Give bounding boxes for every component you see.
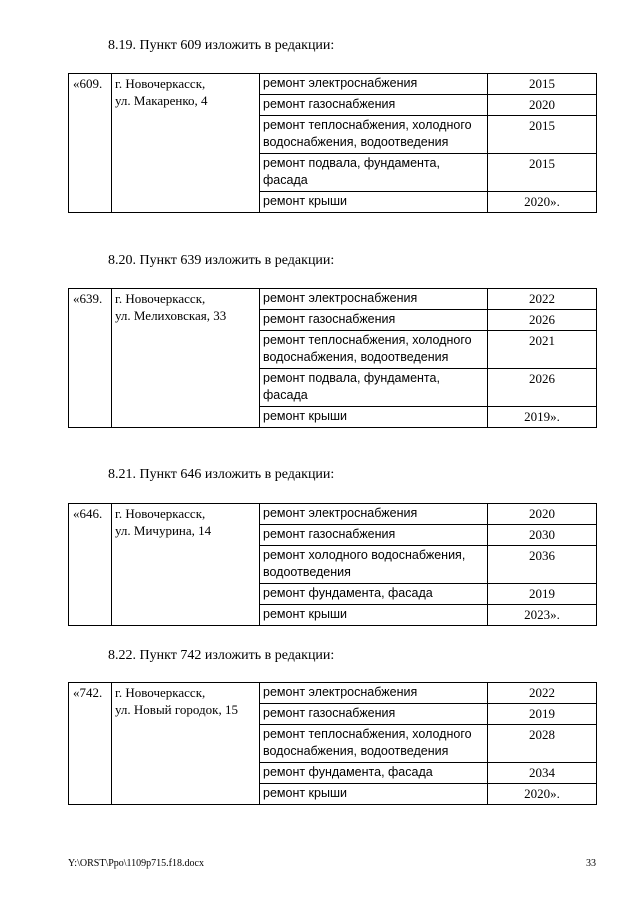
work-year: 2020». bbox=[488, 192, 597, 213]
work-type: ремонт крыши bbox=[260, 192, 488, 213]
work-year: 2015 bbox=[488, 74, 597, 95]
work-type: ремонт крыши bbox=[260, 784, 488, 805]
work-year: 2030 bbox=[488, 525, 597, 546]
section-heading: 8.19. Пункт 609 изложить в редакции: bbox=[108, 38, 335, 53]
address-cell bbox=[112, 504, 260, 626]
work-type: ремонт электроснабжения bbox=[260, 504, 488, 525]
work-year: 2020 bbox=[488, 95, 597, 116]
item-number: «639. bbox=[69, 289, 112, 428]
work-type: ремонт подвала, фундамента, фасада bbox=[260, 154, 488, 192]
work-type: ремонт газоснабжения bbox=[260, 310, 488, 331]
work-type: ремонт холодного водоснабжения, водоотведения bbox=[260, 546, 488, 584]
item-number: «646. bbox=[69, 504, 112, 626]
work-year: 2015 bbox=[488, 154, 597, 192]
work-year: 2034 bbox=[488, 763, 597, 784]
work-type: ремонт электроснабжения bbox=[260, 74, 488, 95]
work-year: 2019 bbox=[488, 584, 597, 605]
work-year: 2036 bbox=[488, 546, 597, 584]
work-year: 2021 bbox=[488, 331, 597, 369]
work-year: 2022 bbox=[488, 683, 597, 704]
work-year: 2020». bbox=[488, 784, 597, 805]
repair-table bbox=[68, 503, 597, 626]
address-city: г. Новочеркасск, bbox=[115, 685, 206, 700]
work-type: ремонт крыши bbox=[260, 407, 488, 428]
work-type: ремонт крыши bbox=[260, 605, 488, 626]
work-type: ремонт фундамента, фасада bbox=[260, 584, 488, 605]
work-type: ремонт газоснабжения bbox=[260, 704, 488, 725]
work-type: ремонт теплоснабжения, холодного водоснабжения, водоотведения bbox=[260, 331, 488, 369]
repair-table bbox=[68, 682, 597, 805]
address-street: ул. Макаренко, 4 bbox=[115, 93, 208, 108]
item-number: «609. bbox=[69, 74, 112, 213]
address-city: г. Новочеркасск, bbox=[115, 506, 206, 521]
address-cell bbox=[112, 289, 260, 428]
work-year: 2019 bbox=[488, 704, 597, 725]
work-year: 2026 bbox=[488, 310, 597, 331]
work-type: ремонт фундамента, фасада bbox=[260, 763, 488, 784]
repair-table bbox=[68, 288, 597, 428]
work-year: 2020 bbox=[488, 504, 597, 525]
page-number: 33 bbox=[586, 858, 596, 869]
work-type: ремонт электроснабжения bbox=[260, 289, 488, 310]
work-type: ремонт теплоснабжения, холодного водоснабжения, водоотведения bbox=[260, 116, 488, 154]
address-city: г. Новочеркасск, bbox=[115, 76, 206, 91]
address-street: ул. Мелиховская, 33 bbox=[115, 308, 227, 323]
address-city: г. Новочеркасск, bbox=[115, 291, 206, 306]
work-year: 2023». bbox=[488, 605, 597, 626]
section-heading: 8.20. Пункт 639 изложить в редакции: bbox=[108, 253, 335, 268]
repair-table bbox=[68, 73, 597, 213]
work-type: ремонт газоснабжения bbox=[260, 525, 488, 546]
footer-file-path: Y:\ORST\Ppo\1109p715.f18.docx bbox=[68, 858, 204, 869]
work-type: ремонт теплоснабжения, холодного водоснабжения, водоотведения bbox=[260, 725, 488, 763]
work-type: ремонт газоснабжения bbox=[260, 95, 488, 116]
section-heading: 8.22. Пункт 742 изложить в редакции: bbox=[108, 648, 335, 663]
work-type: ремонт электроснабжения bbox=[260, 683, 488, 704]
item-number: «742. bbox=[69, 683, 112, 805]
address-cell bbox=[112, 683, 260, 805]
work-year: 2022 bbox=[488, 289, 597, 310]
address-street: ул. Мичурина, 14 bbox=[115, 523, 212, 538]
work-type: ремонт подвала, фундамента, фасада bbox=[260, 369, 488, 407]
work-year: 2026 bbox=[488, 369, 597, 407]
work-year: 2015 bbox=[488, 116, 597, 154]
address-street: ул. Новый городок, 15 bbox=[115, 702, 238, 717]
work-year: 2028 bbox=[488, 725, 597, 763]
address-cell bbox=[112, 74, 260, 213]
work-year: 2019». bbox=[488, 407, 597, 428]
section-heading: 8.21. Пункт 646 изложить в редакции: bbox=[108, 467, 335, 482]
